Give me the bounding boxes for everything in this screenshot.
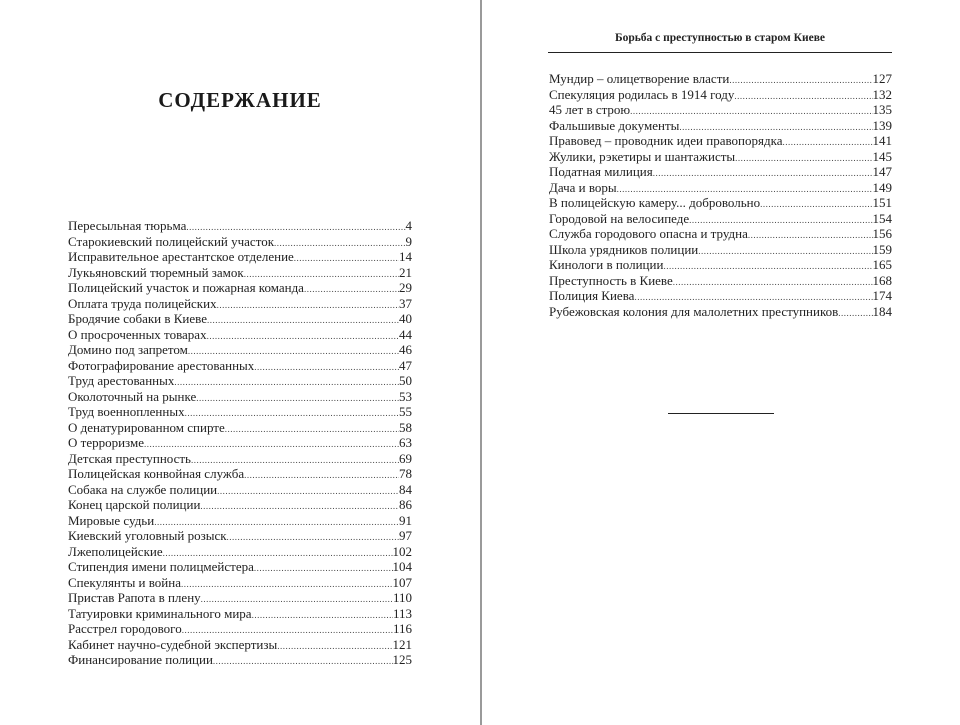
toc-entry xyxy=(68,280,412,296)
leader-dots xyxy=(244,265,399,281)
toc-entry xyxy=(68,590,412,606)
entry-title: Податная милиция xyxy=(549,164,653,179)
toc-entry xyxy=(549,87,892,103)
entry-page: 47 xyxy=(399,357,412,373)
leader-dots xyxy=(201,590,393,606)
toc-entry xyxy=(68,513,412,529)
entry-title: Полицейский участок и пожарная команда xyxy=(68,280,304,295)
leader-dots xyxy=(163,544,393,560)
entry-page: 58 xyxy=(399,419,412,435)
entry-title: Бродячие собаки в Киеве xyxy=(68,311,207,326)
toc-entry xyxy=(68,451,412,467)
entry-page: 29 xyxy=(399,280,412,295)
entry-title: Околоточный на рынке xyxy=(68,388,197,404)
leader-dots xyxy=(748,226,873,242)
entry-page: 168 xyxy=(872,272,892,288)
entry-title: Мировые судьи xyxy=(68,512,155,528)
entry-page: 14 xyxy=(399,249,412,264)
entry-page: 165 xyxy=(872,257,892,272)
entry-title: Лукьяновский тюремный замок xyxy=(68,264,244,280)
leader-dots xyxy=(735,149,872,165)
toc-entry xyxy=(68,234,412,250)
entry-page: 145 xyxy=(872,148,892,164)
entry-title: Стипендия имени полицмейстера xyxy=(68,559,254,574)
toc-entry xyxy=(68,621,412,637)
toc-entry xyxy=(68,528,412,544)
entry-page: 104 xyxy=(392,559,412,574)
leader-dots xyxy=(144,435,399,451)
toc-entry xyxy=(549,257,892,273)
entry-page: 149 xyxy=(872,179,892,195)
toc-entry xyxy=(549,211,892,227)
toc-entry xyxy=(68,342,412,358)
entry-title: Старокиевский полицейский участок xyxy=(68,233,275,249)
toc-entry xyxy=(68,606,412,622)
entry-title: Преступность в Киеве xyxy=(549,272,673,288)
leader-dots xyxy=(252,606,393,622)
leader-dots xyxy=(617,180,873,196)
entry-page: 44 xyxy=(399,326,412,342)
leader-dots xyxy=(734,87,872,103)
toc-entry xyxy=(68,249,412,265)
leader-dots xyxy=(729,71,872,87)
entry-page: 37 xyxy=(399,295,412,311)
entry-title: Фальшивые документы xyxy=(549,117,680,133)
entry-title: Собака на службе полиции xyxy=(68,481,218,497)
entry-page: 84 xyxy=(399,481,412,497)
entry-title: Городовой на велосипеде xyxy=(549,210,690,226)
entry-title: Труд арестованных xyxy=(68,373,175,388)
leader-dots xyxy=(213,652,393,668)
toc-entry xyxy=(549,102,892,118)
entry-page: 9 xyxy=(405,233,412,249)
leader-dots xyxy=(274,234,405,250)
toc-entry xyxy=(68,420,412,436)
toc-entry xyxy=(549,226,892,242)
entry-page: 174 xyxy=(872,288,892,303)
toc-entry xyxy=(68,327,412,343)
entry-page: 78 xyxy=(399,466,412,481)
toc-entry xyxy=(68,265,412,281)
leader-dots xyxy=(207,327,399,343)
toc-entry xyxy=(68,311,412,327)
entry-title: Конец царской полиции xyxy=(68,497,201,512)
leader-dots xyxy=(185,404,399,420)
toc-left xyxy=(68,218,412,668)
entry-title: Спекуляция родилась в 1914 году xyxy=(549,86,735,102)
toc-entry xyxy=(68,652,412,668)
leader-dots xyxy=(254,559,393,575)
toc-entry xyxy=(68,466,412,482)
entry-page: 55 xyxy=(399,404,412,419)
entry-page: 113 xyxy=(392,605,412,621)
entry-title: Дача и воры xyxy=(549,179,617,195)
entry-title: Оплата труда полицейских xyxy=(68,295,217,311)
leader-dots xyxy=(294,249,399,265)
entry-page: 40 xyxy=(399,311,412,326)
toc-entry xyxy=(549,133,892,149)
entry-page: 69 xyxy=(399,450,412,466)
entry-title: Детская преступность xyxy=(68,450,191,466)
entry-page: 132 xyxy=(872,86,892,102)
leader-dots xyxy=(174,373,399,389)
toc-entry xyxy=(68,358,412,374)
entry-page: 184 xyxy=(872,303,892,319)
entry-page: 121 xyxy=(392,636,412,652)
entry-title: В полицейскую камеру... добровольно xyxy=(549,195,761,210)
entry-title: Мундир – олицетворение власти xyxy=(549,71,730,86)
leader-dots xyxy=(191,451,399,467)
entry-title: Лжеполицейские xyxy=(68,543,163,559)
entry-page: 63 xyxy=(399,435,412,450)
toc-entry xyxy=(68,373,412,389)
leader-dots xyxy=(630,102,872,118)
entry-page: 127 xyxy=(872,71,892,86)
toc-entry xyxy=(549,71,892,87)
entry-page: 139 xyxy=(872,117,892,133)
leader-dots xyxy=(698,242,872,258)
entry-title: Татуировки криминального мира xyxy=(68,605,252,621)
leader-dots xyxy=(244,466,399,482)
leader-dots xyxy=(188,342,399,358)
leader-dots xyxy=(634,288,872,304)
toc-entry xyxy=(68,389,412,405)
entry-page: 156 xyxy=(872,226,892,241)
entry-title: Пристав Рапота в плену xyxy=(68,590,201,605)
leader-dots xyxy=(760,195,872,211)
toc-entry xyxy=(549,195,892,211)
entry-page: 125 xyxy=(392,652,412,667)
entry-title: 45 лет в строю xyxy=(549,102,631,117)
entry-page: 97 xyxy=(399,528,412,543)
entry-title: О денатурированном спирте xyxy=(68,419,225,435)
toc-entry xyxy=(68,482,412,498)
entry-page: 147 xyxy=(872,164,892,179)
end-rule xyxy=(668,413,774,414)
entry-page: 107 xyxy=(392,574,412,590)
leader-dots xyxy=(186,218,405,234)
leader-dots xyxy=(254,358,399,374)
entry-page: 151 xyxy=(872,195,892,210)
entry-title: Пересыльная тюрьма xyxy=(68,218,187,233)
entry-page: 46 xyxy=(399,342,412,357)
toc-entry xyxy=(549,164,892,180)
leader-dots xyxy=(679,118,872,134)
entry-title: О просроченных товарах xyxy=(68,326,207,342)
leader-dots xyxy=(304,280,399,296)
leader-dots xyxy=(217,296,399,312)
leader-dots xyxy=(200,497,399,513)
toc-entry xyxy=(68,544,412,560)
entry-title: Служба городового опасна и трудна xyxy=(549,226,748,241)
leader-dots xyxy=(154,513,399,529)
toc-entry xyxy=(68,497,412,513)
toc-entry xyxy=(549,242,892,258)
leader-dots xyxy=(689,211,872,227)
leader-dots xyxy=(225,420,399,436)
toc-entry xyxy=(549,273,892,289)
entry-page: 154 xyxy=(872,210,892,226)
entry-title: Рубежовская колония для малолетних преступников xyxy=(549,303,839,319)
entry-page: 53 xyxy=(399,388,412,404)
toc-entry xyxy=(549,304,892,320)
entry-page: 135 xyxy=(872,102,892,117)
entry-title: Расстрел городового xyxy=(68,621,182,636)
entry-page: 159 xyxy=(872,241,892,257)
entry-title: Кабинет научно-судебной экспертизы xyxy=(68,636,278,652)
entry-title: Школа урядников полиции xyxy=(549,241,699,257)
entry-page: 50 xyxy=(399,373,412,388)
entry-page: 86 xyxy=(399,497,412,512)
entry-title: О терроризме xyxy=(68,435,144,450)
leader-dots xyxy=(782,133,872,149)
entry-page: 141 xyxy=(872,133,892,148)
toc-entry xyxy=(549,149,892,165)
leader-dots xyxy=(663,257,872,273)
entry-page: 21 xyxy=(399,264,412,280)
entry-page: 116 xyxy=(392,621,412,636)
leader-dots xyxy=(196,389,399,405)
entry-title: Домино под запретом xyxy=(68,342,188,357)
leader-dots xyxy=(227,528,399,544)
toc-right xyxy=(549,71,892,319)
entry-title: Жулики, рэкетиры и шантажисты xyxy=(549,148,736,164)
page-title: СОДЕРЖАНИЕ xyxy=(158,88,322,112)
toc-entry xyxy=(68,435,412,451)
toc-entry xyxy=(68,218,412,234)
toc-entry xyxy=(68,575,412,591)
leader-dots xyxy=(277,637,392,653)
toc-entry xyxy=(68,637,412,653)
entry-page: 102 xyxy=(392,543,412,559)
entry-title: Финансирование полиции xyxy=(68,652,213,667)
toc-entry xyxy=(68,559,412,575)
entry-title: Полиция Киева xyxy=(549,288,635,303)
leader-dots xyxy=(207,311,399,327)
book-spine xyxy=(480,0,482,725)
header-rule xyxy=(548,52,892,53)
leader-dots xyxy=(673,273,873,289)
entry-page: 91 xyxy=(399,512,412,528)
running-head: Борьба с преступностью в старом Киеве xyxy=(614,32,826,44)
leader-dots xyxy=(653,164,873,180)
entry-title: Киевский уголовный розыск xyxy=(68,528,227,543)
toc-entry xyxy=(549,118,892,134)
toc-entry xyxy=(549,288,892,304)
leader-dots xyxy=(838,304,872,320)
entry-title: Правовед – проводник идеи правопорядка xyxy=(549,133,783,148)
leader-dots xyxy=(217,482,399,498)
entry-title: Кинологи в полиции xyxy=(549,257,664,272)
leader-dots xyxy=(182,621,393,637)
entry-title: Фотографирование арестованных xyxy=(68,357,255,373)
leader-dots xyxy=(181,575,393,591)
entry-page: 4 xyxy=(405,218,412,233)
entry-title: Спекулянты и война xyxy=(68,574,181,590)
entry-title: Исправительное арестантское отделение xyxy=(68,249,294,264)
entry-page: 110 xyxy=(392,590,412,605)
toc-entry xyxy=(68,404,412,420)
toc-entry xyxy=(549,180,892,196)
entry-title: Труд военнопленных xyxy=(68,404,185,419)
toc-entry xyxy=(68,296,412,312)
entry-title: Полицейская конвойная служба xyxy=(68,466,245,481)
